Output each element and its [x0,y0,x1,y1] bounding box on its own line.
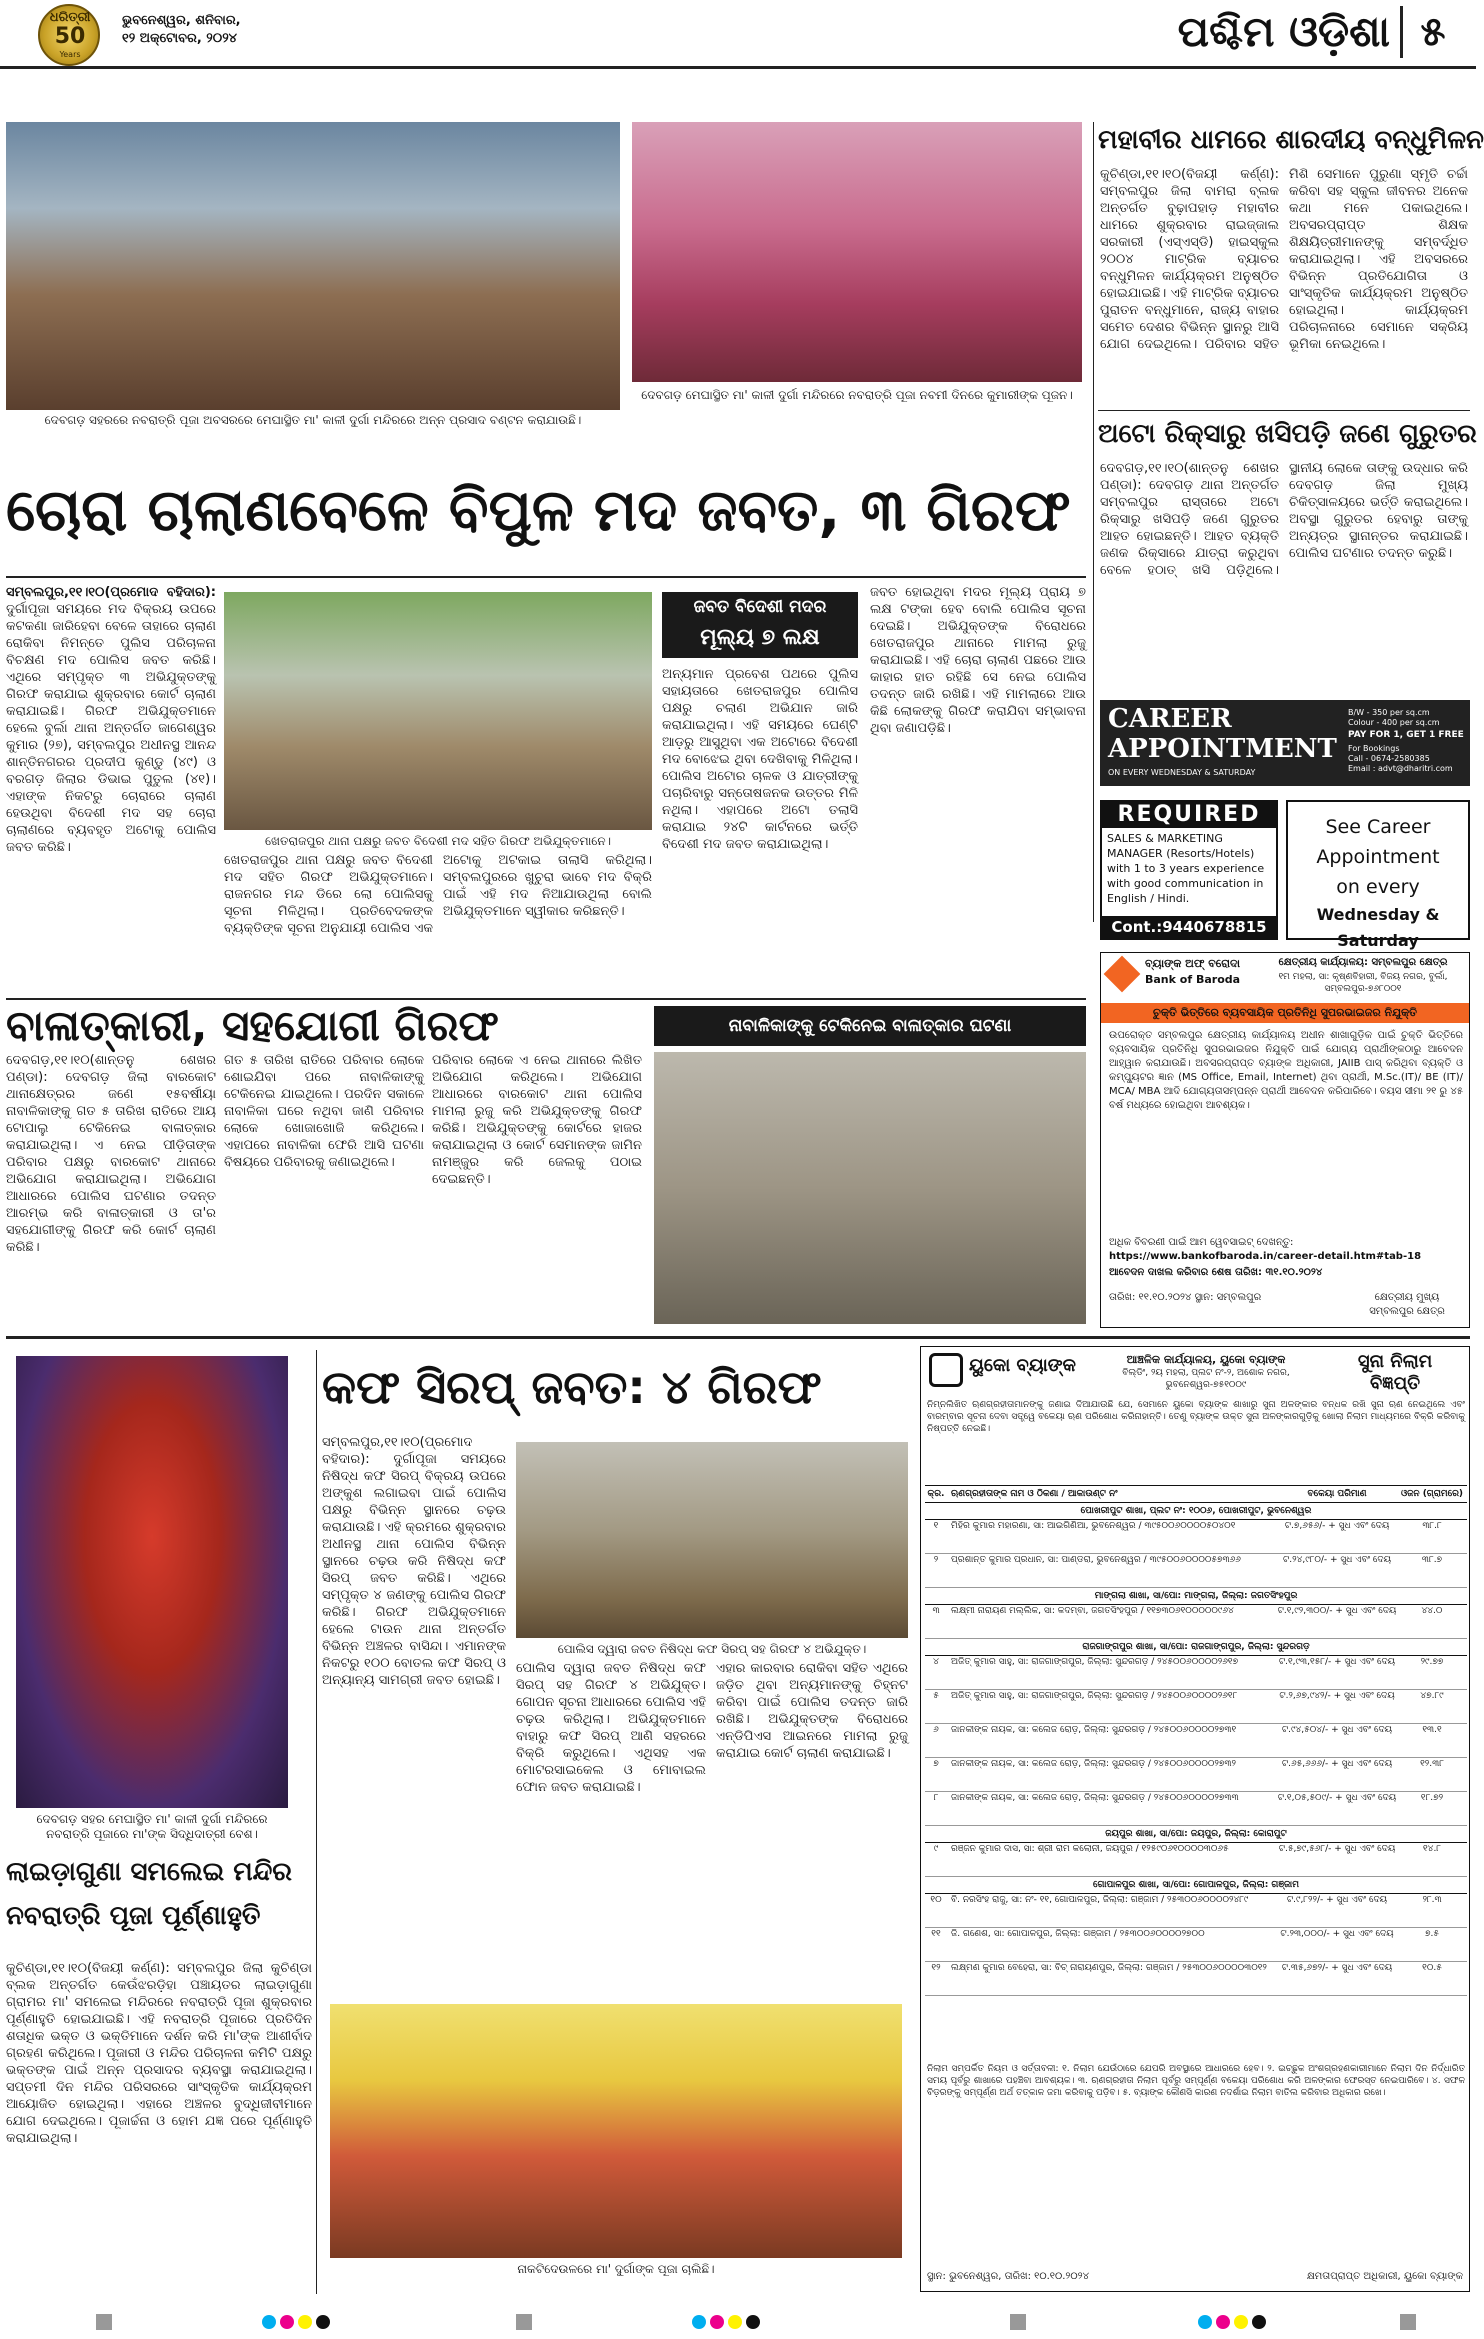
lead-body-col1-text: ଦୁର୍ଗାପୂଜା ସମୟରେ ମଦ ବିକ୍ରୟ ଉପରେ କଟକଣା ଜାରିହେବା ବେଳେ ତାହାରେ ଚାଲାଣ ରୋକିବା ନିମନ୍ତେ ପୁଲିସ ପରିଚାଳନା ବିଚକ୍ଷଣ ମଦ ପୋଲିସ ଜବତ କରିଛି। ଏଥିରେ ସମ୍ପୃକ୍ତ ୩ ଅଭିଯୁକ୍ତଙ୍କୁ ଗିରଫ କରାଯାଇ ଶୁକ୍ରବାର କୋର୍ଟ ଚାଲାଣ କରାଯାଇଛି। ଗିରଫ ଅଭିଯୁକ୍ତମାନେ ହେଲେ ବୁର୍ଲା ଥାନା ଅନ୍ତର୍ଗତ ଜାଗେଶ୍ୱର କୁମାର (୨୭), ସମ୍ବଲପୁର ଅଧୀନସ୍ଥ ଆନନ୍ଦ ଶାନ୍ତିନଗରର ପ୍ରଦୀପ କୁଣ୍ଡୁ (୪୯) ଓ ବରଗଡ଼ ଜିଲାର ଡିଭାଇ ପୁତୁଲ (୪୧)। ଏହାଙ୍କ ନିକଟରୁ ଚୋରାରେ ଚାଲାଣ ହେଉଥିବା ବିଦେଶୀ ମଦ ସହ ଚୋରା ଚାଲାଣରେ ବ୍ୟବହୃତ ଅଟୋକୁ ପୋଲିସ ଜବତ କରିଛି। [6,602,216,855]
career-email: Email : advt@dharitri.com [1348,764,1453,773]
uco-cell: ଜାନକୀଙ୍କ ନାୟକ, ସା: କଲେଜ ରୋଡ଼, ଜିଲ୍ଲା: ସୁନ୍ଦରଗଡ଼ / ୨୪୫୦୦୬୦୦୦୦୨୭୩୧ [951,1725,1237,1735]
caption-siddhidatri: ଦେବଗଡ଼ ସହର ମେଘାସ୍ଥିତ ମା' କାଳୀ ଦୁର୍ଗା ମନ୍ଦିରରେ ନବରାତ୍ରି ପୂଜାରେ ମା'ଙ୍କ ସିଦ୍ଧିଦାତ୍ରୀ ବେଶ। [36,1812,268,1841]
uco-cell: ୧୩.୧ [1422,1725,1442,1735]
uco-table [925,1485,1467,2055]
headline-rape: ବାଳାତ୍କାରୀ, ସହଯୋଗୀ ଗିରଫ [6,1001,499,1050]
photo-kumari-puja [632,122,1082,382]
uco-footer-place: ସ୍ଥାନ: ଭୁବନେଶ୍ୱର, ତାରିଖ: ୧୦.୧୦.୨୦୨୪ [927,2271,1090,2282]
kicker-rape-text: ନାବାଳିକାଙ୍କୁ ଟେକିନେଇ ବାଳାତ୍କାର ଘଟଣା [728,1016,1012,1036]
uco-logo-icon [929,1353,963,1387]
photo-accused-arrested [654,1052,1086,1324]
grey-block [96,2314,112,2330]
bob-link[interactable]: https://www.bankofbaroda.in/career-detail.htm#tab-18 [1109,1251,1422,1262]
photo-cough-syrup [516,1442,908,1638]
uco-cell: ୧୪.୮ [1422,1844,1442,1854]
logo-text: ଧରିତ୍ରୀ [49,10,91,25]
uco-branch-1: ପୋଖରୀପୁଟ ଶାଖା, ପ୍ଲଟ ନଂ: ୧୦୦୬, ପୋଖରୀପୁଟ, ଭୁବନେଶ୍ୱର [925,1503,1467,1520]
uco-cell: ୮ [933,1793,939,1803]
headline-cough: କଫ ସିରପ୍ ଜବତ: ୪ ଗିରଫ [322,1360,822,1414]
table-row [925,1554,1467,1588]
uco-cell: ଟ.୭,୬୫୬/- + ସୁଧ ଏବଂ ଦେୟ [1284,1521,1390,1531]
photo-prasad-distribution [6,122,620,410]
vertical-rule-right-top [1093,122,1094,922]
photo-liquor-seized [224,592,652,830]
bob-ad [1100,952,1470,1328]
uco-cell: ଟ.୬୫,୬୬୬/- + ସୁଧ ଏବଂ ଦେୟ [1281,1759,1393,1769]
required-heading: REQUIRED [1102,802,1276,828]
dateline [122,12,272,48]
cough-body-col2: ପୋଲିସ ଦ୍ୱାରା ଜବତ ନିଷିଦ୍ଧ କଫ ସିରପ୍ ସହ ଗିରଫ ୪ ଅଭିଯୁକ୍ତ। ଗୋପନ ସୂଚନା ଆଧାରରେ ପୋଲିସ ଏହି ଚଢ଼ଉ କରିଥିଲା। ଅଭିଯୁକ୍ତମାନେ ବାହାରୁ କଫ ସିରପ୍ ଆଣି ସହରରେ ବିକ୍ରି କରୁଥିଲେ। ଏଥିସହ ଏକ ମୋଟରସାଇକେଲ ଓ ମୋବାଇଲ ଫୋନ ଜବତ କରାଯାଇଛି। [516,1661,706,1795]
see-career-ad [1286,800,1470,950]
career-rate-2: Colour - 400 per sq.cm [1348,718,1440,727]
table-row [925,1520,1467,1554]
uco-cell: ୭ [933,1759,939,1769]
career-title-2: APPOINTMENT [1108,734,1337,764]
see-career-4: Wednesday & Saturday [1316,905,1440,950]
kicker-rape [654,1006,1086,1046]
uco-title-2: ବିଜ୍ଞପ୍ତି [1369,1373,1421,1394]
uco-ad [920,1346,1470,2292]
uco-cell: ୧ [933,1521,939,1531]
uco-cell: ୩୮.୭ [1421,1555,1443,1565]
bob-name-odia: ବ୍ୟାଙ୍କ ଅଫ୍ ବରୋଦା [1145,957,1241,970]
career-rate-1: B/W - 350 per sq.cm [1348,708,1430,717]
headline-temple-2: ନବରାତ୍ରି ପୂଜା ପୂର୍ଣ୍ଣାହୁତି [6,1901,261,1931]
uco-logo-text: ୟୁକୋ ବ୍ୟାଙ୍କ [969,1355,1076,1376]
bob-deadline: ଆବେଦନ ଦାଖଲ କରିବାର ଶେଷ ତାରିଖ: ୩୧.୧୦.୨୦୨୪ [1109,1267,1323,1278]
uco-branch-4: ଜୟପୁର ଶାଖା, ସା/ପୋ: ଜୟପୁର, ଜିଲ୍ଲା: କୋରାପୁଟ [925,1826,1467,1843]
uco-cell: ଟ.୫,୭୯,୫୬୮/- + ସୁଧ ଏବଂ ଦେୟ [1278,1844,1396,1854]
grey-block [516,2314,532,2330]
uco-cell: ଟ.୧,୯୨,୩୦୦/- + ସୁଧ ଏବଂ ଦେୟ [1277,1606,1397,1616]
dateline-line2: ୧୨ ଅକ୍ଟୋବର, ୨୦୨୪ [122,31,238,46]
uco-office: ଆଞ୍ଚଳିକ କାର୍ଯ୍ୟାଳୟ, ୟୁକୋ ବ୍ୟାଙ୍କ [1126,1353,1286,1366]
table-row [925,1724,1467,1758]
table-row [925,1605,1467,1639]
bob-link-label: ଅଧିକ ବିବରଣୀ ପାଇଁ ଆମ ୱେବସାଇଟ୍ ଦେଖନ୍ତୁ: [1109,1237,1294,1248]
career-ad [1100,700,1470,786]
uco-cell: ଲକ୍ଷ୍ମଣ କୁମାର ବେହେରା, ସା: ବିଚ୍ ନାରାୟଣପୁର, ଜିଲ୍ଲା: ଗଞ୍ଜାମ / ୨୫୩୦୦୬୦୦୦୦୩୦୧୨ [951,1963,1267,1973]
required-ad [1100,800,1278,940]
rule-lower-section [6,1336,1470,1339]
caption-cough: ପୋଲିସ ଦ୍ୱାରା ଜବତ ନିଷିଦ୍ଧ କଫ ସିରପ୍ ସହ ଗିରଫ ୪ ଅଭିଯୁକ୍ତ। [557,1642,867,1656]
uco-cell: ୨୮.୩ [1422,1895,1442,1905]
uco-cell: ୪୭.୮୯ [1420,1691,1444,1701]
table-row [925,1758,1467,1792]
highlight-box [662,592,858,658]
uco-cell: ୧୮.୭୨ [1420,1793,1444,1803]
table-row [925,1962,1467,1996]
lead-body-col2: ଖେତରାଜପୁର ଥାନା ପକ୍ଷରୁ ଜବତ ବିଦେଶୀ ମଦ ସହିତ ଗିରଫ ଅଭିଯୁକ୍ତମାନେ। ରାଜନଗର ମନ୍ଦ ଡିରେ ଲୋ ପୋଲିସକୁ ସୂଚନା ମିଳିଥିଲା। ପ୍ରତିବେଦକଙ୍କ ବ୍ୟକ୍ତିଙ୍କ ସୂଚନା ଅନୁଯାୟୀ ପୋଲିସ ଏକ ଅଟୋକୁ ଅଟକାଇ ତାଲାସି କରିଥିଲା। ସମ୍ବଲପୁରରେ ଖୁଚୁରା ଭାବେ ମଦ ବିକ୍ରି ପାଇଁ ଏହି ମଦ ନିଆଯାଉଥିଲା ବୋଲି ଅଭିଯୁକ୍ତମାନେ ସ୍ୱୀକାର କରିଛନ୍ତି। [224,853,652,936]
caption-prasad: ଦେବଗଡ଼ ସହରରେ ନବରାତ୍ରି ପୂଜା ଅବସରରେ ମେଘାସ୍ଥିତ ମା' କାଳୀ ଦୁର୍ଗା ମନ୍ଦିରରେ ଅନ୍ନ ପ୍ରସାଦ ବଣ୍ଟନ କରାଯାଉଛି। [44,413,582,427]
caption-durga: ନାକଟିଦେଉଳରେ ମା' ଦୁର୍ଗାଙ୍କ ପୂଜା ଚାଲିଛି। [517,2262,715,2276]
uco-cell: ଜି. ଗଣେଶ, ସା: ଗୋପାଳପୁର, ଜିଲ୍ଲା: ଗଞ୍ଜାମ / ୨୫୩୦୦୬୦୦୦୦୨୭୦୦ [951,1929,1205,1939]
rape-body-col3: ପରିବାର ଲୋକେ ଏ ନେଇ ଥାନାରେ ଲିଖିତ ଅଭିଯୋଗ କରିଥିଲେ। ଅଭିଯୋଗ ଆଧାରରେ ବାରକୋଟ ଥାନା ପୋଲିସ ମାମଲା ରୁଜୁ କରି ଅଭିଯୁକ୍ତଙ୍କୁ ଗିରଫ କରିଛି। ଅଭିଯୁକ୍ତଙ୍କୁ କୋର୍ଟରେ ହାଜର କରାଯାଇଥିଲା ଓ କୋର୍ଟ ସେମାନଙ୍କ ଜାମିନ ନାମଞ୍ଜୁର କରି ଜେଲକୁ ପଠାଇ ଦେଇଛନ୍ତି। [432,1053,642,1187]
color-dots [260,2314,332,2333]
uco-branch-2: ମାଙ୍ଗଲା ଶାଖା, ସା/ପୋ: ମାଙ୍ଗଲା, ଜିଲ୍ଲା: ଜଗତସିଂହପୁର [925,1588,1467,1605]
masthead-divider [1400,6,1403,58]
required-contact: Cont.:9440678815 [1102,916,1276,938]
grey-block [1010,2314,1026,2330]
body-mahavir: କୁଚିଣ୍ଡା,୧୧।୧୦(ବିଜୟୀ କର୍ଣ୍ଣ): ସମ୍ବଲପୁର ଜିଲା ବାମରା ବ୍ଲକ ଅନ୍ତର୍ଗତ ବୁଢ଼ାପହାଡ଼ ମହାବୀର ଧାମରେ ଶୁକ୍ରବାର ରାଇଜ୍ଜାଲ ସରକାରୀ (ଏସ୍‌ଏସ୍‌ଡି) ହାଇସ୍କୁଲ ୨୦୦୪ ମାଟ୍ରିକ ବ୍ୟାଚର ବନ୍ଧୁମିଳନ କାର୍ଯ୍ୟକ୍ରମ ଅନୁଷ୍ଠିତ ହୋଇଯାଇଛି। ଏହି ମାଟ୍ରିକ ବ୍ୟାଚର ପୁରାତନ ବନ୍ଧୁମାନେ, ରାଜ୍ୟ ବାହାର ସମେତ ଦେଶର ବିଭିନ୍ନ ସ୍ଥାନରୁ ଆସି ଯୋଗ ଦେଇଥିଲେ। ପରିବାର ସହିତ ମିଶି ସେମାନେ ପୁରୁଣା ସ୍ମୃତି ଚର୍ଚ୍ଚା କରିବା ସହ ସ୍କୁଲ ଜୀବନର ଅନେକ କଥା ମନେ ପକାଇଥିଲେ। ଅବସରପ୍ରାପ୍ତ ଶିକ୍ଷକ ଶିକ୍ଷୟିତ୍ରୀମାନଙ୍କୁ ସମ୍ବର୍ଦ୍ଧିତ କରାଯାଇଥିଲା। ଏହି ଅବସରରେ ବିଭିନ୍ନ ପ୍ରତିଯୋଗିତା ଓ ସାଂସ୍କୃତିକ କାର୍ଯ୍ୟକ୍ରମ ଅନୁଷ୍ଠିତ ହୋଇଥିଲା। କାର୍ଯ୍ୟକ୍ରମ ପରିଚାଳନାରେ ସେମାନେ ସକ୍ରିୟ ଭୂମିକା ନେଇଥିଲେ। [1100,167,1468,352]
table-row [925,1792,1467,1826]
bob-logo-icon [1104,956,1141,993]
uco-cell: ଅଜିତ୍ କୁମାର ସାହୁ, ସା: ରାଜଗାଙ୍ଗପୁର, ଜିଲ୍ଲା: ସୁନ୍ଦରଗଡ଼ / ୨୪୫୦୦୬୦୦୦୦୨୬୧୮ [951,1691,1238,1701]
rape-body-col2: ଗତ ୫ ତାରିଖ ରାତିରେ ପରିବାର ଲୋକେ ଶୋଇଯିବା ପରେ ନାବାଳିକାଙ୍କୁ ଟେକିନେଇ ଯାଇଥିଲେ। ପରଦିନ ସକାଳେ ନାବାଳିକା ଘରେ ନଥିବା ଜାଣି ପରିବାର ଲୋକେ ଖୋଜାଖୋଜି କରିଥିଲେ। ଏହାପରେ ନାବାଳିକା ଫେରି ଆସି ଘଟଣା ବିଷୟରେ ପରିବାରକୁ ଜଣାଇଥିଲେ। [224,1053,424,1170]
headline-temple-1: ଲାଇଡ଼ାଗୁଣା ସମଲେଇ ମନ୍ଦିର [6,1857,293,1887]
uco-cell: ଟ.୨୩,୦୦୦/- + ସୁଧ ଏବଂ ଦେୟ [1280,1929,1394,1939]
uco-cell: ୭.୫ [1425,1929,1439,1939]
career-phone: Call - 0674-2580385 [1348,754,1430,763]
uco-cell: ଟ.୩୫,୬୭୨/- + ସୁଧ ଏବଂ ଦେୟ [1281,1963,1393,1973]
uco-cell: ୩୮.୮ [1422,1521,1442,1531]
career-title-1: CAREER [1108,704,1232,734]
bob-office-header: କ୍ଷେତ୍ରୀୟ କାର୍ଯ୍ୟାଳୟ: ସମ୍ବଲପୁର କ୍ଷେତ୍ର [1278,957,1448,968]
grey-block [1400,2314,1416,2330]
headline-mahavir: ମହାବୀର ଧାମରେ ଶାରଦୀୟ ବନ୍ଧୁମିଳନ [1098,125,1484,155]
uco-intro: ନିମ୍ନଲିଖିତ ଋଣଗ୍ରହୀତାମାନଙ୍କୁ ଜଣାଇ ଦିଆଯାଉଛି ଯେ, ସେମାନେ ୟୁକୋ ବ୍ୟାଙ୍କ ଶାଖାରୁ ସୁନା ଅଳଙ୍କାର ବନ୍ଧକ ରଖି ସୁନା ଋଣ ନେଇଥିଲେ ଏବଂ ବାରମ୍ବାର ସୂଚନା ଦେବା ସତ୍ତ୍ୱେ ବକେୟା ଋଣ ପରିଶୋଧ କରିନାହାନ୍ତି। ତେଣୁ ବ୍ୟାଙ୍କ ଉକ୍ତ ସୁନା ଅଳଙ୍କାରଗୁଡ଼ିକୁ ଖୋଲା ନିଲାମ ମାଧ୍ୟମରେ ବିକ୍ରି କରିବାକୁ ନିଷ୍ପତ୍ତି ନେଇଛି। [927,1400,1465,1434]
lead-body-col4: ଜବତ ହୋଇଥିବା ମଦର ମୂଲ୍ୟ ପ୍ରାୟ ୭ ଲକ୍ଷ ଟଙ୍କା ହେବ ବୋଲି ପୋଲିସ ସୂଚନା ଦେଇଛି। ଅଭିଯୁକ୍ତଙ୍କ ବିରୋଧରେ ଖେତରାଜପୁର ଥାନାରେ ମାମଲା ରୁଜୁ କରାଯାଇଛି। ଏହି ଚୋରା ଚାଲାଣ ପଛରେ ଆଉ କାହାର ହାତ ରହିଛି ସେ ନେଇ ପୋଲିସ ତଦନ୍ତ ଜାରି ରଖିଛି। ଏହି ମାମଲାରେ ଆଉ କିଛି ଲୋକଙ୍କୁ ଗିରଫ କରାଯିବା ସମ୍ଭାବନା ଥିବା ଜଣାପଡ଼ିଛି। [870,585,1086,736]
lead-byline: ସମ୍ବଲପୁର,୧୧।୧୦(ପ୍ରମୋଦ ବହିଦାର): [6,585,216,600]
uco-cell: ୨ [933,1555,939,1565]
uco-cell: ଟ.୯୪,୫୦୪/- + ସୁଧ ଏବଂ ଦେୟ [1281,1725,1393,1735]
uco-cell: ଟ.୧,୯୩,୧୫୮/- + ସୁଧ ଏବଂ ଦେୟ [1278,1657,1396,1667]
uco-cell: ମିହିର କୁମାର ମହାରଣା, ସା: ଆଇଗିଣିଆ, ଭୁବନେଶ୍ୱର / ୩୯୫୦୦୬୦୦୦୦୫୦୪୦୧ [951,1521,1236,1531]
lead-body-col3: ଅନ୍ୟମାନ ପ୍ରବେଶ ପଥରେ ପୁଲିସ ସହାୟତାରେ ଖେତରାଜପୁର ପୋଲିସ ପକ୍ଷରୁ ଚଲାଣ ଅଭିଯାନ ଜାରି କରାଯାଇଥିଲା। ଏହି ସମୟରେ ଘେଣ୍ଟି ଆଡ଼ରୁ ଆସୁଥିବା ଏକ ଅଟୋରେ ବିଦେଶୀ ମଦ ବୋଝେଇ ଥିବା ଦେଖିବାକୁ ମିଳିଥିଲା। ପୋଲିସ ଅଟୋର ଚାଳକ ଓ ଯାତ୍ରୀଙ୍କୁ ପଚାରିବାରୁ ସନ୍ତୋଷଜନକ ଉତ୍ତର ମିଳି ନଥିଲା। ଏହାପରେ ଅଟୋ ତଲାସି କରାଯାଇ ୨୪ଟି କାର୍ଟନରେ ଭର୍ତ୍ତି ବିଦେଶୀ ମଦ ଜବତ କରାଯାଇଥିଲା। [662,667,858,852]
career-offer: PAY FOR 1, GET 1 FREE [1348,730,1464,740]
table-row [925,1843,1467,1877]
uco-footer-sign: କ୍ଷମତାପ୍ରାପ୍ତ ଅଧିକାରୀ, ୟୁକୋ ବ୍ୟାଙ୍କ [1306,2271,1463,2282]
uco-col-sn: କ୍ର. [927,1489,945,1499]
table-row [925,1690,1467,1724]
uco-branch-3: ରାଜଗାଙ୍ଗପୁର ଶାଖା, ସା/ପୋ: ରାଜଗାଙ୍ଗପୁର, ଜିଲ୍ଲା: ସୁନ୍ଦରଗଡ଼ [925,1639,1467,1656]
uco-cell: ଅଜିତ୍ କୁମାର ସାହୁ, ସା: ରାଜଗାଙ୍ଗପୁର, ଜିଲ୍ଲା: ସୁନ୍ଦରଗଡ଼ / ୨୪୫୦୦୬୦୦୦୦୨୬୧୭ [951,1657,1239,1667]
uco-cell: ୧୨ [931,1963,941,1973]
caption-liquor: ଖେତରାଜପୁର ଥାନା ପକ୍ଷରୁ ଜବତ ବିଦେଶୀ ମଦ ସହିତ ଗିରଫ ଅଭିଯୁକ୍ତମାନେ। [265,834,611,848]
uco-cell: ଜାନକୀଙ୍କ ନାୟକ, ସା: କଲେଜ ରୋଡ଼, ଜିଲ୍ଲା: ସୁନ୍ଦରଗଡ଼ / ୨୪୫୦୦୬୦୦୦୦୨୭୩୩ [951,1793,1239,1803]
rule-rickshaw [1098,410,1470,411]
bob-place-date: ତାରିଖ: ୧୧.୧୦.୨୦୨୪ ସ୍ଥାନ: ସମ୍ବଲପୁର [1109,1292,1262,1303]
color-dots [1196,2314,1268,2333]
highlight-line1: ଜବତ ବିଦେଶୀ ମଦର [693,597,827,617]
rape-body-col1: ଦେବଗଡ଼,୧୧।୧୦(ଶାନ୍ତନୁ ଶେଖର ପଣ୍ଡା): ଦେବଗଡ଼ ଜିଲା ବାରକୋଟ ଥାନାକ୍ଷେତ୍ରର ଜଣେ ୧୫ବର୍ଷୀୟା ନାବାଳିକାଙ୍କୁ ଗତ ୫ ତାରିଖ ରାତିରେ ଆୟ ଟୋପାଲୁ ଟେକିନେଇ ବାଳାତ୍କାର କରାଯାଇଥିଲା। ଏ ନେଇ ପୀଡ଼ିତାଙ୍କ ପରିବାର ପକ୍ଷରୁ ବାରକୋଟ ଥାନାରେ ଅଭିଯୋଗ କରାଯାଇଥିଲା। ଅଭିଯୋଗ ଆଧାରରେ ପୋଲିସ ଘଟଣାର ତଦନ୍ତ ଆରମ୍ଭ କରି ବାଳାତ୍କାରୀ ଓ ତା'ର ସହଯୋଗୀଙ୍କୁ ଗିରଫ କରି କୋର୍ଟ ଚାଲାଣ କରିଛି। [6,1053,216,1255]
uco-cell: ୩ [932,1606,940,1616]
uco-cell: ଟ.୯,୮୨୨/- + ସୁଧ ଏବଂ ଦେୟ [1286,1895,1388,1905]
uco-cell: ୨୯.୭୭ [1420,1657,1444,1667]
page-number: ୫ [1420,9,1446,55]
lead-body-col1 [6,584,216,994]
bob-sign: କ୍ଷେତ୍ରୀୟ ମୁଖ୍ୟ ସମ୍ବଲପୁର କ୍ଷେତ୍ର [1369,1292,1445,1317]
rule-lead [6,576,1086,578]
table-row [925,1656,1467,1690]
uco-cell: ଟ.୨୪,୯୮୦/- + ସୁଧ ଏବଂ ଦେୟ [1282,1555,1392,1565]
logo-sub: Years [59,50,81,59]
uco-col-weight: ଓଜନ (ଗ୍ରାମରେ) [1400,1489,1464,1499]
dateline-line1: ଭୁବନେଶ୍ୱର, ଶନିବାର, [122,13,241,28]
headline-rickshaw: ଅଟୋ ରିକ୍ସାରୁ ଖସିପଡ଼ି ଜଣେ ଗୁରୁତର [1098,419,1477,449]
section-title: ପଶ୍ଚିମ ଓଡ଼ିଶା [1177,7,1390,56]
uco-cell: ପ୍ରଶାନ୍ତ କୁମାର ପ୍ରଧାନ, ସା: ପାଣ୍ଡରା, ଭୁବନେଶ୍ୱର / ୩୯୫୦୦୬୦୦୦୦୫୭୩୬୬ [951,1555,1241,1565]
cough-body-col1: ସମ୍ବଲପୁର,୧୧।୧୦(ପ୍ରମୋଦ ବହିଦାର): ଦୁର୍ଗାପୂଜା ସମୟରେ ନିଷିଦ୍ଧ କଫ ସିରପ୍ ବିକ୍ରୟ ଉପରେ ଅଙ୍କୁଶ ଲଗାଇବା ପାଇଁ ପୋଲିସ ପକ୍ଷରୁ ବିଭିନ୍ନ ସ୍ଥାନରେ ଚଢ଼ଉ କରାଯାଉଛି। ଏହି କ୍ରମରେ ଶୁକ୍ରବାର ଅଧୀନସ୍ଥ ଥାନା ପୋଲିସ ବିଭିନ୍ନ ସ୍ଥାନରେ ଚଢ଼ଉ କରି ନିଷିଦ୍ଧ କଫ ସିରପ୍ ଜବତ କରିଛି। ଏଥିରେ ସମ୍ପୃକ୍ତ ୪ ଜଣଙ୍କୁ ପୋଲିସ ଗିରଫ କରିଛି। ଗିରଫ ଅଭିଯୁକ୍ତମାନେ ହେଲେ ଟାଉନ ଥାନା ଅନ୍ତର୍ଗତ ବିଭିନ୍ନ ଅଞ୍ଚଳର ବାସିନ୍ଦା। ଏମାନଙ୍କ ନିକଟରୁ ୧୦୦ ବୋତଲ କଫ ସିରପ୍ ଓ ଅନ୍ୟାନ୍ୟ ସାମଗ୍ରୀ ଜବତ ହୋଇଛି। [322,1435,506,1688]
vertical-rule-temple [316,1350,317,2294]
uco-cell: ଟ.୧,୦୫,୫୦୯/- + ସୁଧ ଏବଂ ଦେୟ [1277,1793,1397,1803]
see-career-2: Appointment [1316,846,1440,868]
uco-address: ବିଲ୍ଡିଂ, ୨ୟ ମହଲା, ପ୍ଲଟ ନଂ-୨, ଅଶୋକ ନଗର, ଭୁବନେଶ୍ୱର-୭୫୧୦୦୯ [1122,1368,1290,1390]
career-tagline: ON EVERY WEDNESDAY & SATURDAY [1108,768,1256,777]
color-dots [690,2314,762,2333]
uco-cell: ୧୧ [931,1929,941,1939]
bob-body: ଉପରୋକ୍ତ ସମ୍ବଲପୁର କ୍ଷେତ୍ରୀୟ କାର୍ଯ୍ୟାଳୟ ଅଧୀନ ଶାଖାଗୁଡ଼ିକ ପାଇଁ ଚୁକ୍ତି ଭିତ୍ତିରେ ବ୍ୟବସାୟିକ ପ୍ରତିନିଧି ସୁପରଭାଇଜର ନିଯୁକ୍ତି ପାଇଁ ଯୋଗ୍ୟ ପ୍ରାର୍ଥୀଙ୍କଠାରୁ ଆବେଦନ ଆହ୍ୱାନ କରାଯାଉଛି। ଅବସରପ୍ରାପ୍ତ ବ୍ୟାଙ୍କ ଅଧିକାରୀ, JAIIB ପାସ୍ କରିଥିବା ବ୍ୟକ୍ତି ଓ କମ୍ପ୍ୟୁଟର ଜ୍ଞାନ (MS Office, Email, Internet) ଥିବା ପ୍ରାର୍ଥୀ, M.Sc.(IT)/ BE (IT)/ MCA/ MBA ଆଦି ଯୋଗ୍ୟତାସମ୍ପନ୍ନ ପ୍ରାର୍ଥୀ ଆବେଦନ କରିପାରିବେ। ବୟସ ସୀମା ୨୧ ରୁ ୪୫ ବର୍ଷ ମଧ୍ୟରେ ହୋଇଥିବା ଆବଶ୍ୟକ। [1109,1030,1463,1111]
table-row [925,1928,1467,1962]
logo-years: 50 [54,24,86,49]
uco-cell: ୬ [933,1725,939,1735]
required-body: SALES & MARKETING MANAGER (Resorts/Hotels) with 1 to 3 years experience with good communication in English / Hindi. [1107,832,1265,905]
cough-body-col3: ଏହାର କାରବାର ରୋକିବା ସହିତ ଏଥିରେ ଜଡ଼ିତ ଥିବା ଅନ୍ୟମାନଙ୍କୁ ଚିହ୍ନଟ କରିବା ପାଇଁ ପୋଲିସ ତଦନ୍ତ ଜାରି ରଖିଛି। ଅଭିଯୁକ୍ତଙ୍କ ବିରୋଧରେ ଏନ୍‌ଡିପିଏସ ଆଇନରେ ମାମଲା ରୁଜୁ କରାଯାଇ କୋର୍ଟ ଚାଲାଣ କରାଯାଇଛି। [716,1661,908,1761]
uco-cell: ୫ [933,1691,939,1701]
body-temple: କୁଚିଣ୍ଡା,୧୧।୧୦(ବିଜୟୀ କର୍ଣ୍ଣ): ସମ୍ବଲପୁର ଜିଲା କୁଚିଣ୍ଡା ବ୍ଲକ ଅନ୍ତର୍ଗତ କେଉଁଝରଡ଼ିହା ପଞ୍ଚାୟତର ଲାଇଡ଼ାଗୁଣା ଗ୍ରାମର ମା' ସମଲେଇ ମନ୍ଦିରରେ ନବରାତ୍ରି ପୂଜା ଶୁକ୍ରବାର ପୂର୍ଣ୍ଣାହୁତି ହୋଇଯାଇଛି। ଏହି ନବରାତ୍ରି ପୂଜାରେ ପ୍ରତିଦିନ ଶତାଧିକ ଭକ୍ତ ଓ ଭକ୍ତିମାନେ ଦର୍ଶନ କରି ମା'ଙ୍କ ଆଶୀର୍ବାଦ ଗ୍ରହଣ କରିଥିଲେ। ପୂଜାରୀ ଓ ମନ୍ଦିର ପରିଚାଳନା କମିଟି ପକ୍ଷରୁ ଭକ୍ତଙ୍କ ପାଇଁ ଅନ୍ନ ପ୍ରସାଦର ବ୍ୟବସ୍ଥା କରାଯାଇଥିଲା। ସପ୍ତମୀ ଦିନ ମନ୍ଦିର ପରିସରରେ ସାଂସ୍କୃତିକ କାର୍ଯ୍ୟକ୍ରମ ଆୟୋଜିତ ହୋଇଥିଲା। ଏହାରେ ଅଞ୍ଚଳର ବୁଦ୍ଧିଜୀବୀମାନେ ଯୋଗ ଦେଇଥିଲେ। ପୂଜାର୍ଚ୍ଚନା ଓ ହୋମ ଯଜ୍ଞ ପରେ ପୂର୍ଣ୍ଣାହୁତି କରାଯାଇଥିଲା। [6,1961,312,2146]
uco-cell: ରଞ୍ଜନ କୁମାର ଦାସ, ସା: ଶ୍ରୀ ରାମ କଲୋନୀ, ଜୟପୁର / ୧୨୫୯୦୬୧୦୦୦୦୩୦୬୫ [951,1844,1229,1854]
caption-kumari: ଦେବଗଡ଼ ମେଘାସ୍ଥିତ ମା' କାଳୀ ଦୁର୍ଗା ମନ୍ଦିରରେ ନବରାତ୍ରି ପୂଜା ନବମୀ ଦିନରେ କୁମାରୀଙ୍କ ପୂଜନ। [641,388,1073,402]
uco-table-header [925,1486,1467,1503]
uco-cell: ୯ [933,1844,939,1854]
uco-col-due: ବକେୟା ପରିମାଣ [1307,1489,1367,1499]
uco-title-1: ସୁନା ନିଲାମ [1357,1351,1433,1372]
uco-cell: ୧୦ [930,1895,942,1905]
uco-cell: ଟ.୨,୬୭,୯୪୨/- + ସୁଧ ଏବଂ ଦେୟ [1279,1691,1395,1701]
masthead-rule [0,66,1476,69]
uco-cell: ଲକ୍ଷ୍ମୀ ନାରାୟଣ ମଲ୍ଲିକ, ସା: କଦମ୍ବା, ଜଗତସିଂହପୁର / ୧୧୭୩୦୬୧୦୦୦୦୦୯୬୪ [951,1606,1234,1616]
uco-cell: ୧୨.୩୮ [1420,1759,1444,1769]
uco-col-name: ଋଣଗ୍ରହୀତାଙ୍କ ନାମ ଓ ଠିକଣା / ଆକାଉଣ୍ଟ ନଂ [951,1489,1118,1499]
photo-durga-puja [330,2004,902,2258]
uco-cell: ବି. ନରସିଂହ ରାଜୁ, ସା: ନଂ- ୧୧, ଗୋପାଳପୁର, ଜିଲ୍ଲା: ଗଞ୍ଜାମ / ୨୫୩୦୦୬୦୦୦୦୨୪୮୯ [951,1895,1249,1905]
see-career-3: on every [1336,876,1420,898]
headline-lead: ଚୋରା ଚାଲାଣବେଳେ ବିପୁଳ ମଦ ଜବତ, ୩ ଗିରଫ [6,476,1071,544]
uco-branch-5: ଗୋପାଳପୁର ଶାଖା, ସା/ପୋ: ଗୋପାଳପୁର, ଜିଲ୍ଲା: ଗଞ୍ଜାମ [925,1877,1467,1894]
registration-marks [0,2310,1476,2334]
table-row [925,1894,1467,1928]
bob-banner: ଚୁକ୍ତି ଭିତ୍ତିରେ ବ୍ୟବସାୟିକ ପ୍ରତିନିଧି ସୁପରଭାଇଜର ନିଯୁକ୍ତି [1101,1003,1469,1023]
photo-siddhidatri [16,1356,288,1808]
bob-name-en: Bank of Baroda [1145,973,1241,986]
bob-office-address: ୧ମ ମହଲା, ସା: କୃଷ୍ଣବିହାରୀ, ବିଜୟ ନଗର, ବୁର୍ଲା, ସମ୍ବଲପୁର-୭୬୮୦୦୧ [1278,972,1448,994]
uco-cell: ଜାନକୀଙ୍କ ନାୟକ, ସା: କଲେଜ ରୋଡ଼, ଜିଲ୍ଲା: ସୁନ୍ଦରଗଡ଼ / ୨୪୫୦୦୬୦୦୦୦୨୭୩୨ [951,1759,1236,1769]
highlight-line2: ମୂଲ୍ୟ ୭ ଲକ୍ଷ [700,625,820,650]
career-booking: For Bookings [1348,744,1400,753]
see-career-1: See Career [1325,816,1431,838]
uco-cell: ୧୦.୫ [1422,1963,1442,1973]
uco-terms: ନିଲାମ ସମ୍ପର୍କିତ ନିୟମ ଓ ସର୍ତ୍ତାବଳୀ: ୧. ନିଲାମ ଯେଉଁଠାରେ ଯେପରି ଅବସ୍ଥାରେ ଆଧାରରେ ହେବ। ୨. ଇଚ୍ଛୁକ ଅଂଶଗ୍ରହଣକାରୀମାନେ ନିଲାମ ଦିନ ନିର୍ଦ୍ଧାରିତ ସମୟ ପୂର୍ବରୁ ଶାଖାରେ ପହଞ୍ଚିବା ଆବଶ୍ୟକ। ୩. ଋଣଗ୍ରହୀତା ନିଲାମ ପୂର୍ବରୁ ସମ୍ପୂର୍ଣ୍ଣ ବକେୟା ପରିଶୋଧ କରି ଅଳଙ୍କାର ଫେରସ୍ତ ନେଇପାରିବେ। ୪. ସଫଳ ବିଡ଼ରଙ୍କୁ ସମ୍ପୂର୍ଣ୍ଣ ଅର୍ଥ ତତ୍କାଳ ଜମା କରିବାକୁ ପଡ଼ିବ। ୫. ବ୍ୟାଙ୍କ କୌଣସି କାରଣ ନଦର୍ଶାଇ ନିଲାମ ବାତିଲ କରିବାର ଅଧିକାର ରଖେ। [927,2064,1465,2098]
body-rickshaw: ଦେବଗଡ଼,୧୧।୧୦(ଶାନ୍ତନୁ ଶେଖର ପଣ୍ଡା): ଦେବଗଡ଼ ଥାନା ଅନ୍ତର୍ଗତ ସମ୍ବଲପୁର ରାସ୍ତାରେ ଅଟୋ ରିକ୍ସାରୁ ଖସିପଡ଼ି ଜଣେ ଗୁରୁତର ଆହତ ହୋଇଛନ୍ତି। ଆହତ ବ୍ୟକ୍ତି ଜଣକ ରିକ୍ସାରେ ଯାତ୍ରା କରୁଥିବା ବେଳେ ହଠାତ୍ ଖସି ପଡ଼ିଥିଲେ। ସ୍ଥାନୀୟ ଲୋକେ ତାଙ୍କୁ ଉଦ୍ଧାର କରି ଦେବଗଡ଼ ଜିଲା ମୁଖ୍ୟ ଚିକିତ୍ସାଳୟରେ ଭର୍ତ୍ତି କରାଇଥିଲେ। ଅବସ୍ଥା ଗୁରୁତର ହେବାରୁ ତାଙ୍କୁ ଅନ୍ୟତ୍ର ସ୍ଥାନାନ୍ତର କରାଯାଇଛି। ପୋଲିସ ଘଟଣାର ତଦନ୍ତ କରୁଛି। [1100,461,1468,578]
uco-cell: ୪୪.୦ [1421,1606,1443,1616]
uco-cell: ୪ [933,1657,939,1667]
